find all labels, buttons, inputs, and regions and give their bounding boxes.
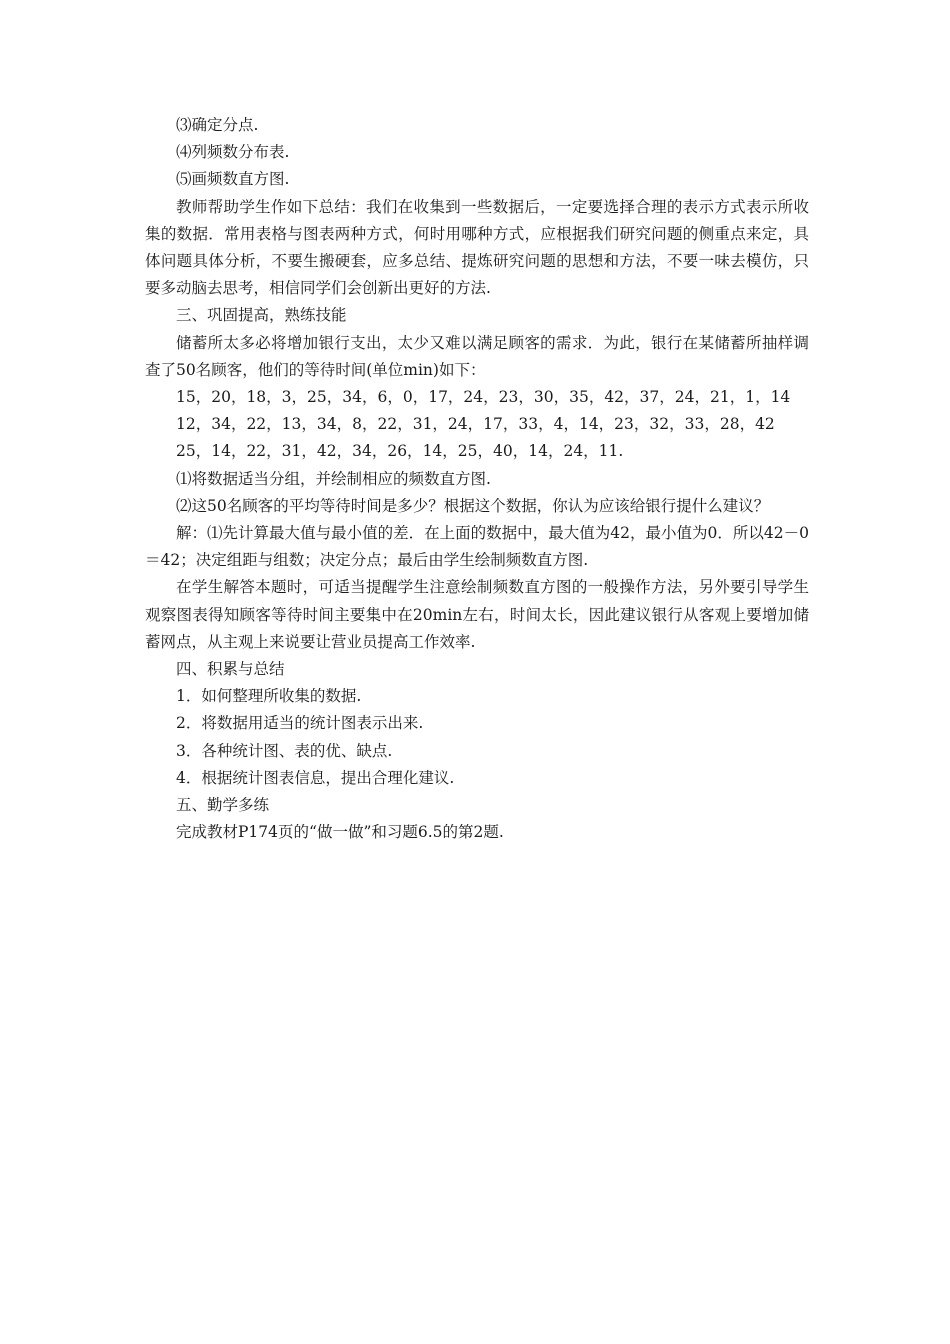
- section-5-heading: 五、勤学多练: [176, 796, 270, 815]
- summary-item-1: 1．如何整理所收集的数据.: [176, 687, 362, 706]
- data-row-1: 15，20，18，3，25，34，6，0，17，24，23，30，35，42，37，24，21，1，14: [176, 388, 791, 407]
- summary-item-2: 2．将数据用适当的统计图表示出来.: [176, 714, 424, 733]
- section-4-heading: 四、积累与总结: [176, 660, 285, 679]
- data-row-2: 12，34，22，13，34，8，22，31，24，17，33，4，14，23，32，33，28，42: [176, 415, 775, 434]
- summary-item-4: 4．根据统计图表信息，提出合理化建议.: [176, 768, 455, 787]
- teaching-note-paragraph: 在学生解答本题时，可适当提醒学生注意绘制频数直方图的一般操作方法，另外要引导学生观察图表得知顾客等待时间主要集中在20min左右，时间太长，因此建议银行从客观上要增加储蓄网点，从主观上来说要让营业员提高工作效率.: [145, 578, 809, 651]
- step-5-line: ⑸画频数直方图.: [176, 170, 290, 189]
- step-4-line: ⑷列频数分布表.: [176, 143, 290, 162]
- teacher-summary-paragraph: 教师帮助学生作如下总结：我们在收集到一些数据后，一定要选择合理的表示方式表示所收集的数据．常用表格与图表两种方式，何时用哪种方式，应根据我们研究问题的侧重点来定，具体问题具体分析，不要生搬硬套，应多总结、提炼研究问题的思想和方法，不要一味去模仿，只要多动脑去思考，相信同学们会创新出更好的方法.: [145, 197, 809, 298]
- solution-paragraph: 解：⑴先计算最大值与最小值的差．在上面的数据中，最大值为42，最小值为0．所以42－0＝42；决定组距与组数；决定分点；最后由学生绘制频数直方图.: [145, 524, 809, 570]
- document-body: [145, 112, 809, 846]
- summary-item-3: 3．各种统计图、表的优、缺点.: [176, 741, 393, 760]
- problem-statement-paragraph: 储蓄所太多必将增加银行支出，太少又难以满足顾客的需求．为此，银行在某储蓄所抽样调查了50名顾客，他们的等待时间(单位min)如下：: [145, 333, 809, 379]
- data-row-3: 25，14，22，31，42，34，26，14，25，40，14，24，11.: [176, 442, 624, 461]
- homework-line: 完成教材P174页的“做一做”和习题6.5的第2题.: [176, 823, 504, 842]
- section-3-heading: 三、巩固提高，熟练技能: [176, 306, 347, 325]
- step-3-line: ⑶确定分点.: [176, 116, 259, 134]
- question-1-line: ⑴将数据适当分组，并绘制相应的频数直方图.: [176, 469, 491, 488]
- question-2-line: ⑵这50名顾客的平均等待时间是多少？根据这个数据，你认为应该给银行提什么建议？: [176, 496, 770, 515]
